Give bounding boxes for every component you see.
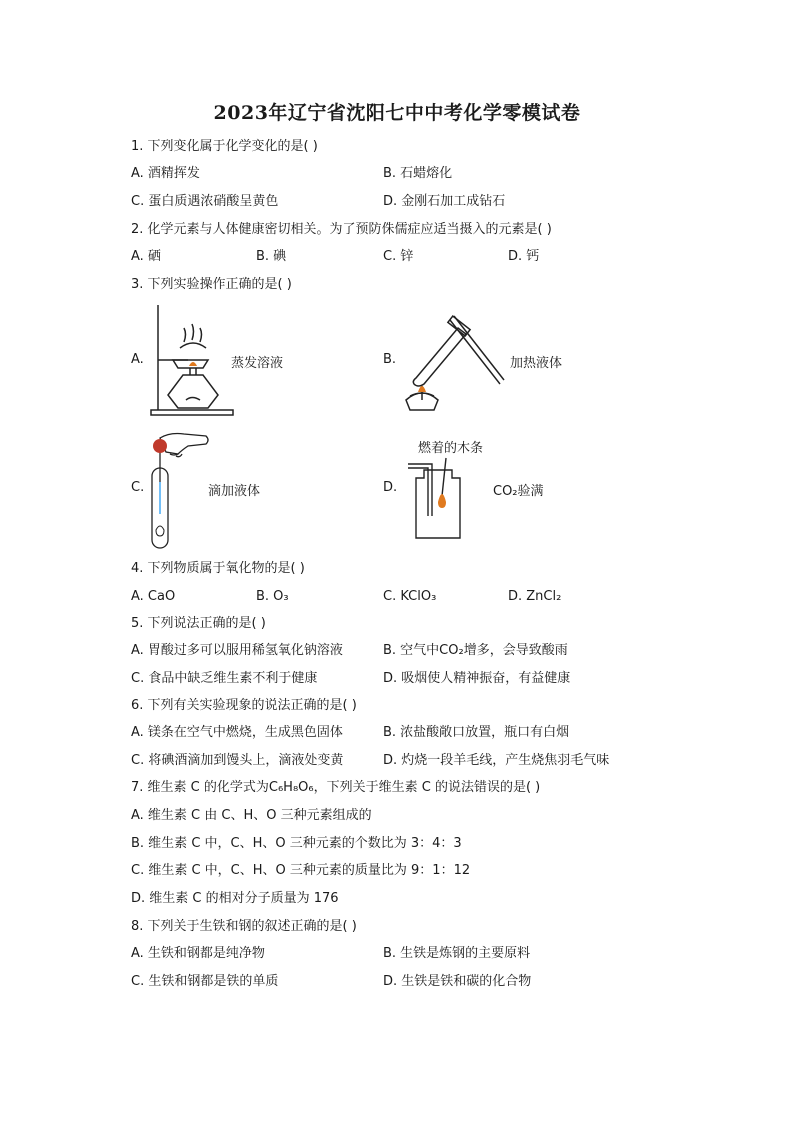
q7-option-b[interactable]: B. 维生素 C 中，C、H、O 三种元素的个数比为 3：4：3: [131, 836, 462, 851]
q3-label-a: 蒸发溶液: [231, 356, 284, 371]
q7-stem: 7. 维生素 C 的化学式为C₆H₈O₆，下列关于维生素 C 的说法错误的是( ): [131, 780, 541, 795]
q1-option-a[interactable]: A. 酒精挥发: [131, 166, 200, 181]
q7-option-d[interactable]: D. 维生素 C 的相对分子质量为 176: [131, 891, 339, 906]
q1-option-b[interactable]: B. 石蜡熔化: [383, 166, 453, 181]
q2-option-a[interactable]: A. 硒: [131, 249, 161, 264]
q4-option-d[interactable]: D. ZnCl₂: [508, 589, 562, 604]
q5-stem: 5. 下列说法正确的是( ): [131, 616, 266, 631]
q7-option-a[interactable]: A. 维生素 C 由 C、H、O 三种元素组成的: [131, 808, 372, 823]
page-title: 2023年辽宁省沈阳七中中考化学零模试卷: [213, 102, 581, 124]
q2-option-b[interactable]: B. 碘: [256, 249, 287, 264]
q6-option-d[interactable]: D. 灼烧一段羊毛线，产生烧焦羽毛气味: [383, 753, 610, 768]
flame-icon: [438, 494, 446, 508]
flame-icon: [418, 386, 426, 392]
q6-option-b[interactable]: B. 浓盐酸敞口放置，瓶口有白烟: [383, 725, 570, 740]
q8-option-c[interactable]: C. 生铁和钢都是铁的单质: [131, 974, 279, 989]
q8-stem: 8. 下列关于生铁和钢的叙述正确的是( ): [131, 919, 357, 934]
q8-option-a[interactable]: A. 生铁和钢都是纯净物: [131, 946, 265, 961]
q6-stem: 6. 下列有关实验现象的说法正确的是( ): [131, 698, 357, 713]
q2-option-d[interactable]: D. 钙: [508, 249, 540, 264]
q8-option-b[interactable]: B. 生铁是炼钢的主要原料: [383, 946, 531, 961]
q3-caption-d: 燃着的木条: [418, 441, 484, 456]
dropping-liquid-figure: [146, 428, 212, 552]
q3-label-d: CO₂验满: [493, 484, 544, 499]
q3-letter-d[interactable]: D.: [383, 480, 398, 495]
q5-option-c[interactable]: C. 食品中缺乏维生素不利于健康: [131, 671, 318, 686]
q4-stem: 4. 下列物质属于氧化物的是( ): [131, 561, 305, 576]
q1-option-d[interactable]: D. 金刚石加工成钻石: [383, 194, 506, 209]
q3-label-c: 滴加液体: [208, 484, 261, 499]
q3-stem: 3. 下列实验操作正确的是( ): [131, 277, 292, 292]
q5-option-a[interactable]: A. 胃酸过多可以服用稀氢氧化钠溶液: [131, 643, 343, 658]
q2-option-c[interactable]: C. 锌: [383, 249, 414, 264]
q3-label-b: 加热液体: [510, 356, 563, 371]
q8-option-d[interactable]: D. 生铁是铁和碳的化合物: [383, 974, 532, 989]
q4-option-c[interactable]: C. KClO₃: [383, 589, 437, 604]
flame-icon: [189, 362, 197, 366]
q3-letter-b[interactable]: B.: [383, 352, 397, 367]
q3-letter-a[interactable]: A.: [131, 352, 144, 367]
co2-test-figure: [402, 456, 468, 542]
rubber-bulb-icon: [153, 439, 167, 453]
q1-option-c[interactable]: C. 蛋白质遇浓硝酸呈黄色: [131, 194, 279, 209]
q2-stem: 2. 化学元素与人体健康密切相关。为了预防侏儒症应适当摄入的元素是( ): [131, 222, 552, 237]
evaporation-apparatus-figure: [148, 300, 238, 418]
q4-option-b[interactable]: B. O₃: [256, 589, 289, 604]
q5-option-b[interactable]: B. 空气中CO₂增多，会导致酸雨: [383, 643, 568, 658]
q1-stem: 1. 下列变化属于化学变化的是( ): [131, 139, 318, 154]
q3-letter-c[interactable]: C.: [131, 480, 145, 495]
q6-option-c[interactable]: C. 将碘酒滴加到馒头上，滴液处变黄: [131, 753, 344, 768]
q4-option-a[interactable]: A. CaO: [131, 589, 176, 604]
q5-option-d[interactable]: D. 吸烟使人精神振奋，有益健康: [383, 671, 571, 686]
q7-option-c[interactable]: C. 维生素 C 中，C、H、O 三种元素的质量比为 9：1：12: [131, 863, 471, 878]
heating-liquid-figure: [398, 306, 510, 418]
q6-option-a[interactable]: A. 镁条在空气中燃烧，生成黑色固体: [131, 725, 343, 740]
